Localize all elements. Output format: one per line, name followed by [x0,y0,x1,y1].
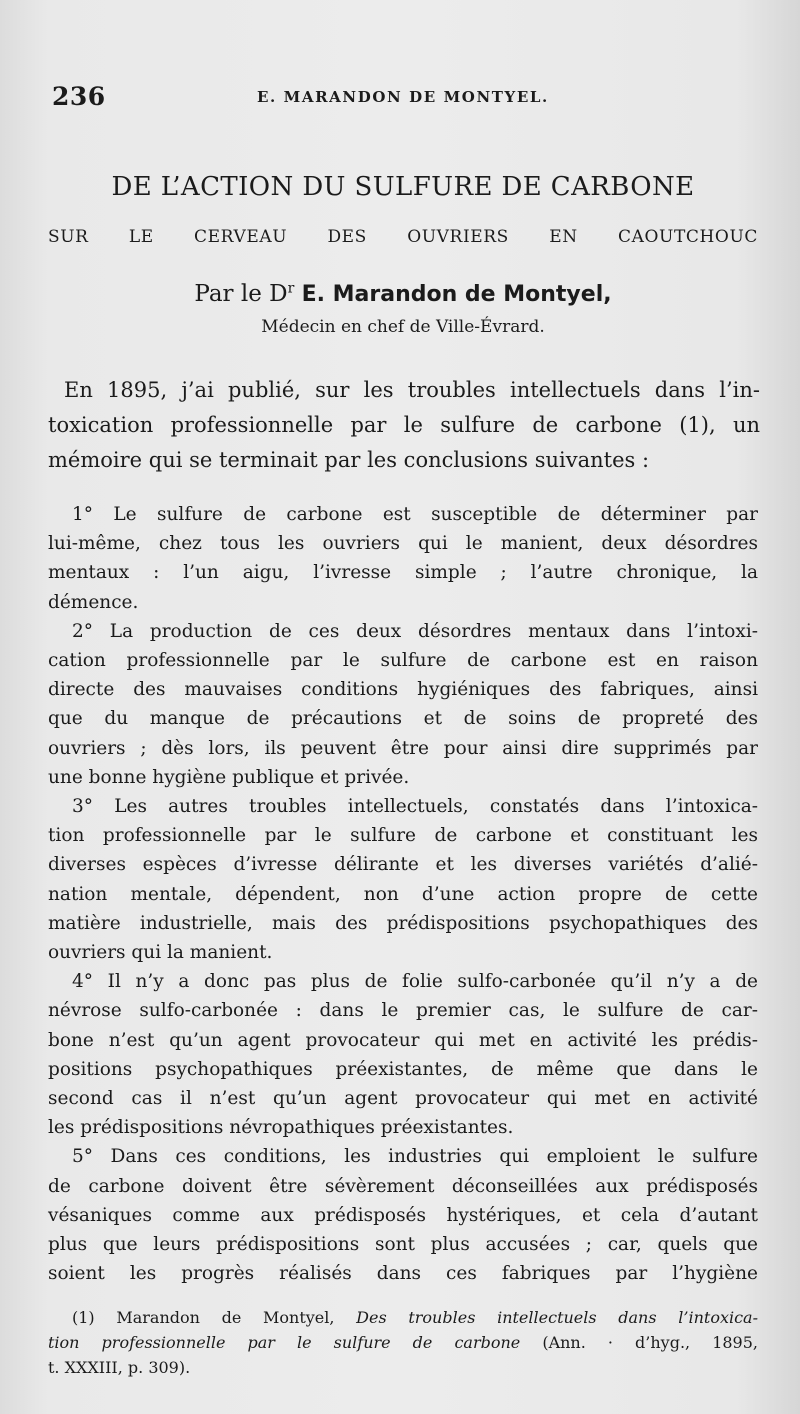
conclusions-list [48,500,758,1288]
text-line: bone n’est qu’un agent provocateur qui met en activité les prédis- [48,1029,758,1051]
footnote-source: (Ann. · d’hyg., 1895, [520,1333,759,1352]
conclusion-4 [48,967,758,1142]
text-line: démence. [48,591,139,613]
conclusion-3 [48,792,758,967]
text-line: cation professionnelle par le sulfure de carbone est en raison [48,650,758,672]
author-name: E. Marandon de Montyel, [301,282,612,307]
text-line: vésaniques comme aux prédisposés hystériques, et cela d’autant [48,1204,758,1226]
text-line: une bonne hygiène publique et privée. [48,766,410,788]
byline-prefix: Par le D [194,281,288,307]
text-line: ouvriers qui la manient. [48,942,273,964]
text-line: directe des mauvaises conditions hygiéniques des fabriques, ainsi [48,679,758,701]
article-subtitle: SUR LE CERVEAU DES OUVRIERS EN CAOUTCHOUC [48,227,758,247]
intro-line: mémoire qui se terminait par les conclusions suivantes : [48,448,650,472]
text-line: soient les progrès réalisés dans ces fabriques par l’hygiène [48,1263,758,1285]
footnote-line [48,1305,758,1330]
footnote-line [48,1330,758,1355]
text-line: que du manque de précautions et de soins de propreté des [48,708,758,730]
text-line: tion professionnelle par le sulfure de carbone et constituant les [48,825,758,847]
article-title: DE L’ACTION DU SULFURE DE CARBONE [111,172,695,202]
text-line: positions psychopathiques préexistantes, de même que dans le [48,1058,758,1080]
text-line: 2° La production de ces deux désordres mentaux dans l’intoxi- [72,620,758,642]
text-line: mentaux : l’un aigu, l’ivresse simple ; l’autre chronique, la [48,562,758,584]
footnote [48,1305,758,1380]
footnote-ref: (1) Marandon de Montyel, [72,1308,357,1327]
footnote-work-title: Des troubles intellectuels dans l’intoxica- [356,1308,758,1327]
text-line: 4° Il n’y a donc pas plus de folie sulfo-carbonée qu’il n’y a de [72,971,758,993]
intro-paragraph [48,373,760,478]
page-number: 236 [52,82,106,111]
text-line: nation mentale, dépendent, non d’une action propre de cette [48,883,758,905]
author-affiliation: Médecin en chef de Ville-Évrard. [261,317,545,337]
text-line: diverses espèces d’ivresse délirante et les diverses variétés d’alié- [48,854,758,876]
page-header [52,82,752,112]
text-line: matière industrielle, mais des prédispositions psychopathiques des [48,912,758,934]
byline-prefix-sup: r [287,280,295,297]
text-line: 5° Dans ces conditions, les industries qui emploient le sulfure [72,1146,758,1168]
text-line: 1° Le sulfure de carbone est susceptible de déterminer par [72,504,758,525]
intro-line: toxication professionnelle par le sulfure de carbone (1), un [48,413,760,437]
byline [48,276,758,313]
conclusion-1 [48,500,758,617]
text-line: 3° Les autres troubles intellectuels, constatés dans l’intoxica- [72,796,758,818]
running-head: E. MARANDON DE MONTYEL. [257,88,549,106]
conclusion-5 [48,1142,758,1288]
text-line: second cas il n’est qu’un agent provocateur qui met en activité [48,1088,758,1110]
intro-line: En 1895, j’ai publié, sur les troubles intellectuels dans l’in- [64,378,760,402]
text-line: de carbone doivent être sévèrement déconseillées aux prédisposés [48,1175,758,1197]
conclusion-2 [48,617,758,792]
text-line: les prédispositions névropathiques préexistantes. [48,1117,514,1139]
text-line: plus que leurs prédispositions sont plus accusées ; car, quels que [48,1234,758,1256]
footnote-line: t. XXXIII, p. 309). [48,1358,191,1377]
text-line: ouvriers ; dès lors, ils peuvent être pour ainsi dire supprimés par [48,737,758,759]
text-line: lui-même, chez tous les ouvriers qui le manient, deux désordres [48,533,758,555]
text-line: névrose sulfo-carbonée : dans le premier cas, le sulfure de car- [48,1000,758,1022]
footnote-work-title-cont: tion professionnelle par le sulfure de carbone [48,1333,521,1352]
